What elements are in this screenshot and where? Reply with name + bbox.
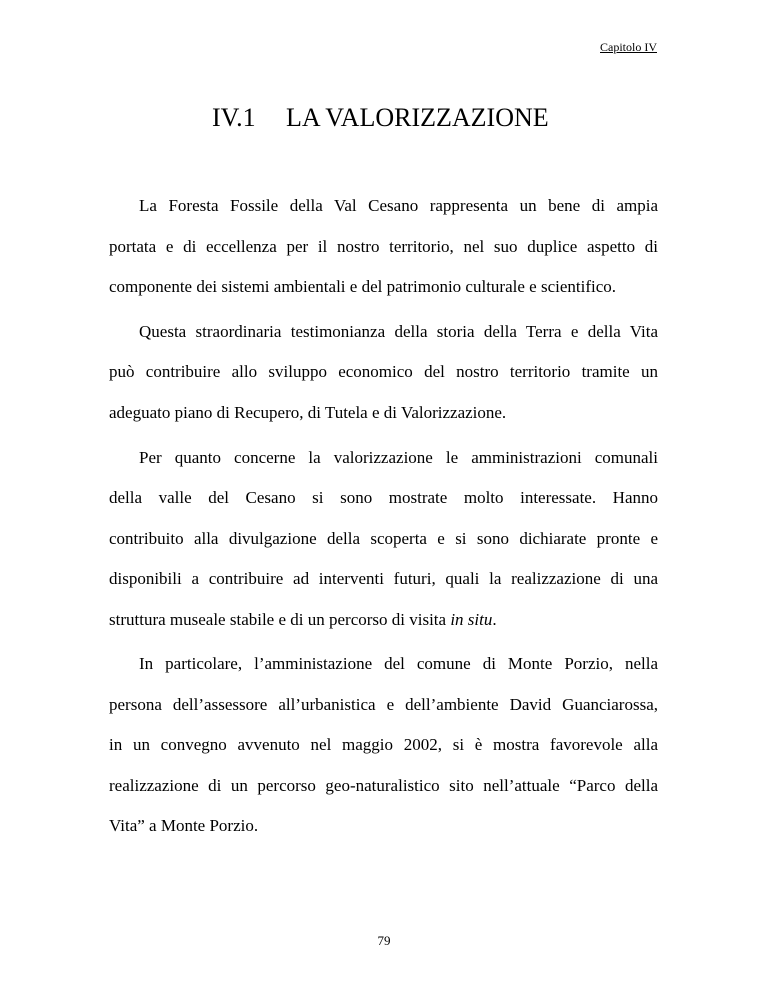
text-line: può contribuire allo sviluppo economico del nostro territorio tramite un <box>109 362 658 382</box>
text-line: Per quanto concerne la valorizzazione le amministrazioni comunali <box>139 447 658 467</box>
chapter-number: IV.1 <box>212 103 256 132</box>
paragraph-1 <box>109 186 658 308</box>
text-line: in un convegno avvenuto nel maggio 2002, si è mostra favorevole alla <box>109 735 658 755</box>
text-segment: . <box>492 609 497 629</box>
page-number: 79 <box>377 933 391 948</box>
text-line: adeguato piano di Recupero, di Tutela e di Valorizzazione. <box>109 402 507 422</box>
text-segment: struttura museale stabile e di un percorso di visita <box>109 609 451 629</box>
text-line: persona dell’assessore all’urbanistica e dell’ambiente David Guanciarossa, <box>109 694 658 714</box>
chapter-title: LA VALORIZZAZIONE <box>286 103 549 132</box>
italic-term: in situ <box>450 609 493 629</box>
text-line: La Foresta Fossile della Val Cesano rappresenta un bene di ampia <box>139 196 658 215</box>
text-line: della valle del Cesano si sono mostrate molto interessate. Hanno <box>109 488 658 508</box>
text-line: Questa straordinaria testimonianza della storia della Terra e della Vita <box>139 321 658 341</box>
paragraph-4 <box>109 644 658 847</box>
text-line: componente dei sistemi ambientali e del patrimonio culturale e scientifico. <box>109 277 617 296</box>
text-line: portata e di eccellenza per il nostro territorio, nel suo duplice aspetto di <box>109 236 658 256</box>
body-text <box>109 186 658 851</box>
text-line <box>109 600 658 641</box>
running-header: Capitolo IV <box>600 40 657 54</box>
text-line: realizzazione di un percorso geo-naturalistico sito nell’attuale “Parco della <box>109 775 658 795</box>
paragraph-3 <box>109 438 658 641</box>
text-line: In particolare, l’amministazione del comune di Monte Porzio, nella <box>139 654 658 674</box>
text-line: contribuito alla divulgazione della scoperta e si sono dichiarate pronte e <box>109 528 658 548</box>
paragraph-2 <box>109 312 658 434</box>
text-line: disponibili a contribuire ad interventi futuri, quali la realizzazione di una <box>109 569 658 589</box>
text-line: Vita” a Monte Porzio. <box>109 816 259 836</box>
